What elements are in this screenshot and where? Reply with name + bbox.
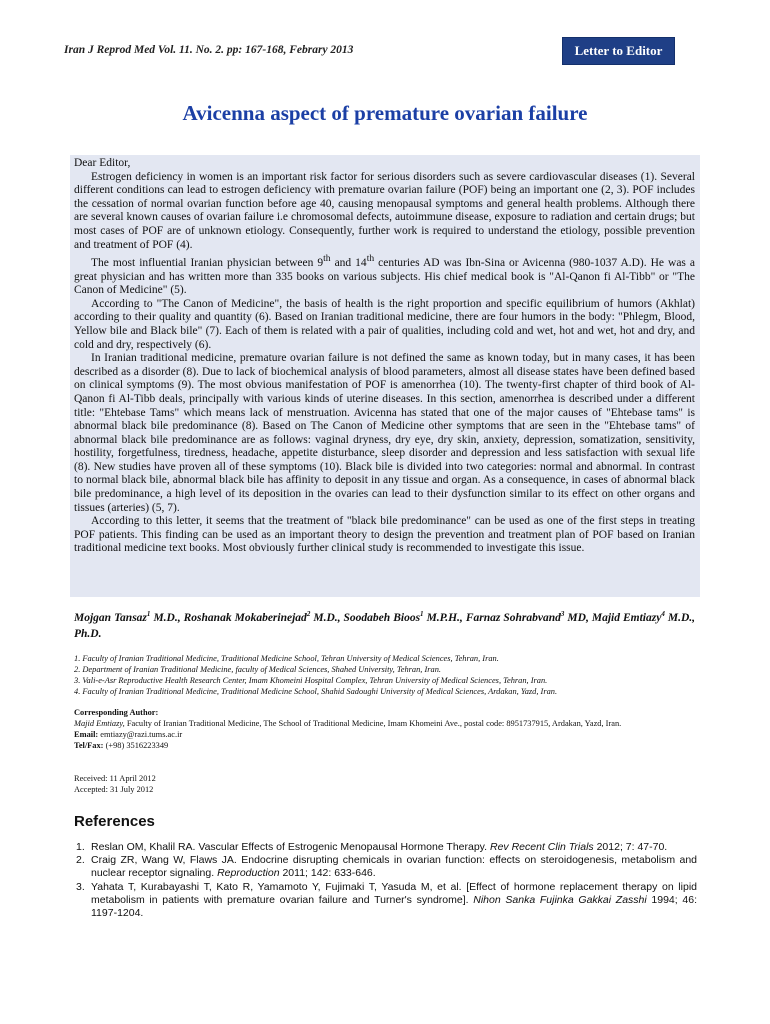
reference-list xyxy=(74,841,697,920)
email-value: emtiazy@razi.tums.ac.ir xyxy=(98,730,183,739)
affiliation-item: 1. Faculty of Iranian Traditional Medicine, Traditional Medicine School, Tehran University of Medical Sciences, Tehran, Iran. xyxy=(74,654,499,663)
affiliation-item: 4. Faculty of Iranian Traditional Medicine, Traditional Medicine School, Shahid Sadoughi University of Medical Sciences, Ardakan, Yazd, Iran. xyxy=(74,687,558,696)
reference-journal: Rev Recent Clin Trials xyxy=(490,841,594,853)
reference-number: 1. xyxy=(76,841,85,853)
reference-number: 2. xyxy=(76,854,85,867)
author-list xyxy=(74,606,695,642)
affiliations xyxy=(74,653,695,697)
author-degree: M.D., xyxy=(150,611,184,624)
reference-journal: Nihon Sanka Fujinka Gakkai Zasshi xyxy=(473,893,647,906)
reference-details: 2011; 142: 633-646. xyxy=(279,867,376,880)
letter-paragraph: According to "The Canon of Medicine", the basis of health is the right proportion and specific equilibrium of humors (Akhlat) according to their quality and quantity (6). Based on Iranian traditional medicine, there are four humors in the body: "Phlegm, Blood, Yellow bile and Black bile" (7). Each of them is related with a pair of qualities, including cold and wet, hot and wet, hot and dry, and cold and dry, respectively (6). xyxy=(74,297,695,351)
tel-line xyxy=(74,740,695,751)
received-date: Received: 11 April 2012 xyxy=(74,774,156,783)
references-heading: References xyxy=(74,813,155,830)
author-degree: M.D., xyxy=(310,611,344,624)
author-name: Soodabeh Bioos xyxy=(343,611,421,624)
letter-paragraph: In Iranian traditional medicine, premature ovarian failure is not defined the same as known today, but in many cases, it has been described as a disorder (8). Due to lack of biochemical analysis of blood parameters, almost all disease states have been defined based on clinical symptoms (9). The most obvious manifestation of POF is amenorrhea (10). The twenty-first chapter of third book of Al-Qanon fi Al-Tibb deals, principally with various kinds of uterine diseases. In this section, amenorrhea is described under a different title: "Ehtebase Tams" which means lack of menstruation. Avicenna has stated that one of the major causes of "Ehtebase tams" is abnormal black bile predominance (8). Based on The Canon of Medicine other symptoms that are seen in the "Ehtebase tams" of abnormal black bile predominance are as follows: vaginal dryness, dry eye, dry skin, anxiety, depression, somatization, sensitivity, hostility, forgetfulness, tiredness, headache, appetite disturbance, sleep disorder and depression and less satisfaction with sexual life (8). New studies have proven all of these symptoms (10). Black bile is divided into two categories: normal and abnormal. In contrast to normal black bile, abnormal black bile has affinity to deposit in any tissue and organ. As a consequence, in cases of abnormal black bile predominance, a high level of its deposition in the ovaries can lead to their dysfunction similar to its effect on other organs and tissues (arteries) (5, 7). xyxy=(74,352,695,514)
author-name: Roshanak Mokaberinejad xyxy=(183,611,307,624)
reference-journal: Reproduction xyxy=(217,867,280,880)
salutation: Dear Editor, xyxy=(74,157,131,169)
reference-number: 3. xyxy=(76,880,85,893)
author-degree: M.D., Ph.D. xyxy=(74,611,696,640)
corresponding-author xyxy=(74,707,695,751)
author-affiliation-mark: 4 xyxy=(661,610,665,618)
author-name: Farnaz Sohrabvand xyxy=(465,611,561,624)
article-dates xyxy=(74,773,374,795)
paragraph-text: and 14 xyxy=(330,256,367,269)
tel-label: Tel/Fax: xyxy=(74,741,104,750)
email-label: Email: xyxy=(74,730,99,739)
author-degree: MD, xyxy=(564,611,592,624)
tel-value: (+98) 3516223349 xyxy=(103,741,169,750)
paragraph-text: The most influential Iranian physician between 9 xyxy=(91,256,324,269)
superscript: th xyxy=(366,253,375,265)
accepted-date: Accepted: 31 July 2012 xyxy=(74,785,154,794)
letter-body xyxy=(74,157,695,556)
reference-item xyxy=(74,841,697,854)
reference-text: Reslan OM, Khalil RA. Vascular Effects of Estrogenic Menopausal Hormone Therapy. xyxy=(91,841,490,853)
author-affiliation-mark: 2 xyxy=(306,610,311,618)
reference-details: 1994; 46: 1197-1204. xyxy=(91,893,697,920)
reference-details: 2012; 7: 47-70. xyxy=(593,841,668,853)
reference-item xyxy=(74,854,697,880)
corresponding-address: Faculty of Iranian Traditional Medicine, The School of Traditional Medicine, Imam Khomeini Ave., postal code: 8951737915, Ardakan, Yazd, Iran. xyxy=(124,719,622,728)
email-line xyxy=(74,729,695,740)
reference-text: Craig ZR, Wang W, Flaws JA. Endocrine disrupting chemicals in ovarian function: effects on steroidogenesis, metabolism and nuclear receptor signaling. xyxy=(91,854,697,880)
author-name: Mojgan Tansaz xyxy=(74,611,147,624)
corresponding-address-line xyxy=(74,718,695,729)
author-degree: M.P.H., xyxy=(423,611,466,624)
author-name: Majid Emtiazy xyxy=(591,611,662,624)
reference-item xyxy=(74,881,697,921)
affiliation-item: 3. Vali-e-Asr Reproductive Health Research Center, Imam Khomeini Hospital Complex, Tehran University of Medical Sciences, Tehran, Iran. xyxy=(74,676,548,685)
journal-citation: Iran J Reprod Med Vol. 11. No. 2. pp: 167-168, Febrary 2013 xyxy=(64,44,354,56)
letter-paragraph xyxy=(74,252,695,298)
letter-paragraph: According to this letter, it seems that the treatment of "black bile predominance" can be used as one of the first steps in treating POF patients. This finding can be used as an important theory to design the prevention and treatment plan of POF based on Iranian traditional medicine text books. Most obviously further clinical study is recommended to investigate this issue. xyxy=(74,515,695,555)
author-affiliation-mark: 3 xyxy=(560,610,565,618)
paragraph-text: centuries AD was Ibn-Sina or Avicenna (980-1037 A.D). He was a great physician and has written more than 335 books on various subjects. His chief medical book is "Al-Qanon fi Al-Tibb" or "The Canon of Medicine" (5). xyxy=(74,256,695,297)
superscript: th xyxy=(323,253,331,265)
corresponding-name: Majid Emtiazy, xyxy=(74,719,125,728)
article-title: Avicenna aspect of premature ovarian failure xyxy=(182,101,588,125)
reference-text: Yahata T, Kurabayashi T, Kato R, Yamamoto Y, Fujimaki T, Yasuda M, et al. [Effect of hormone replacement therapy on lipid metabolism in patients with premature ovarian failure and Turner's syndrome]. xyxy=(91,880,697,906)
author-affiliation-mark: 1 xyxy=(420,610,424,618)
article-type-badge: Letter to Editor xyxy=(562,37,675,65)
corresponding-heading: Corresponding Author: xyxy=(74,708,159,717)
affiliation-item: 2. Department of Iranian Traditional Medicine, faculty of Medical Sciences, Shahed University, Tehran, Iran. xyxy=(74,665,441,674)
author-affiliation-mark: 1 xyxy=(146,610,151,618)
letter-paragraph: Estrogen deficiency in women is an important risk factor for serious disorders such as severe cardiovascular diseases (1). Several different conditions can lead to estrogen deficiency with premature ovarian failure (POF) being an important one (2, 3). POF includes the cessation of normal ovarian function before age 40, causing menopausal symptoms and general health problems. Although there are several known causes of ovarian failure i.e chromosomal defects, autoimmune disease, exposure to radiation and certain drugs; but most cases of POF are of unknown etiology. Consequently, further work is required to understand the etiology, possible prevention and treatment of POF (4). xyxy=(74,170,695,251)
